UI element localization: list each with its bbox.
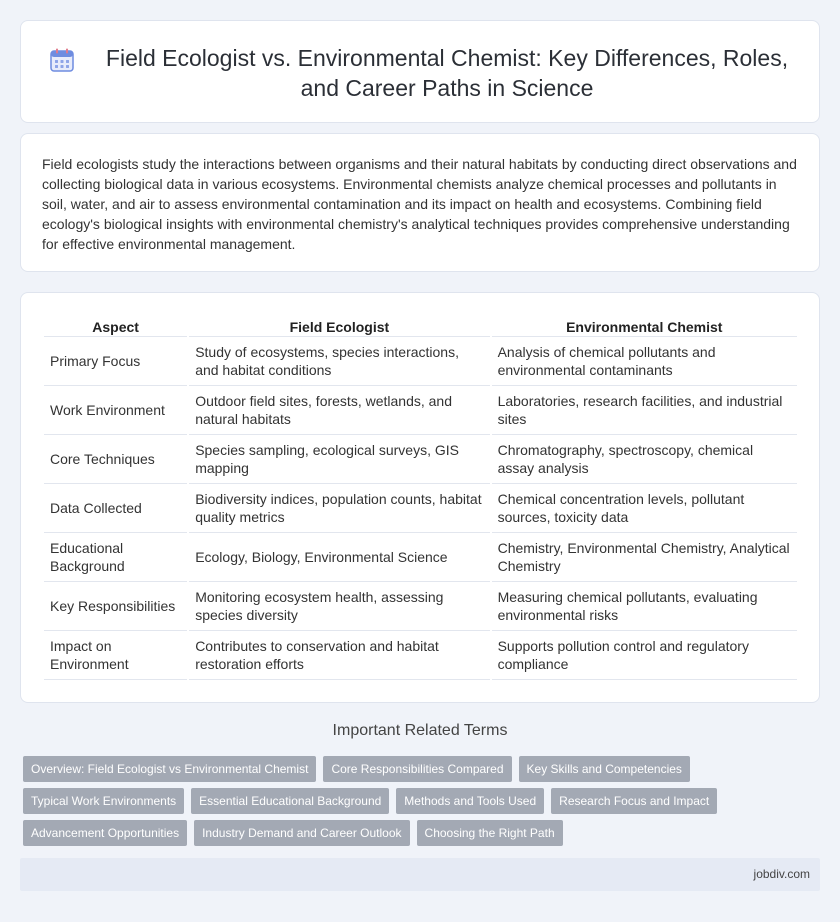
row-aspect: Educational Background <box>44 533 187 582</box>
row-aspect: Key Responsibilities <box>44 582 187 631</box>
header-aspect: Aspect <box>44 317 187 337</box>
intro-card <box>20 133 820 272</box>
row-environmental-chemist: Analysis of chemical pollutants and environmental contaminants <box>492 337 797 386</box>
related-term-link[interactable]: Advancement Opportunities <box>23 820 187 846</box>
footer <box>20 858 820 891</box>
related-term-link[interactable]: Overview: Field Ecologist vs Environmental Chemist <box>23 756 316 782</box>
row-environmental-chemist: Chemistry, Environmental Chemistry, Analytical Chemistry <box>492 533 797 582</box>
related-term-link[interactable]: Typical Work Environments <box>23 788 184 814</box>
row-environmental-chemist: Chromatography, spectroscopy, chemical assay analysis <box>492 435 797 484</box>
related-term-link[interactable]: Core Responsibilities Compared <box>323 756 511 782</box>
related-term-link[interactable]: Choosing the Right Path <box>417 820 563 846</box>
row-environmental-chemist: Supports pollution control and regulatory compliance <box>492 631 797 680</box>
table-row <box>44 484 797 533</box>
row-aspect: Data Collected <box>44 484 187 533</box>
row-aspect: Core Techniques <box>44 435 187 484</box>
related-term-link[interactable]: Industry Demand and Career Outlook <box>194 820 409 846</box>
row-environmental-chemist: Laboratories, research facilities, and industrial sites <box>492 386 797 435</box>
row-aspect: Primary Focus <box>44 337 187 386</box>
table-row <box>44 582 797 631</box>
related-term-link[interactable]: Methods and Tools Used <box>396 788 544 814</box>
related-terms-list <box>23 756 813 846</box>
row-environmental-chemist: Chemical concentration levels, pollutant sources, toxicity data <box>492 484 797 533</box>
comparison-table <box>42 317 799 680</box>
page-title: Field Ecologist vs. Environmental Chemist: Key Differences, Roles, and Career Paths in Science <box>105 45 789 101</box>
table-row <box>44 435 797 484</box>
table-header-row <box>44 317 797 337</box>
row-field-ecologist: Study of ecosystems, species interactions, and habitat conditions <box>189 337 489 386</box>
header-environmental-chemist: Environmental Chemist <box>492 317 797 337</box>
row-environmental-chemist: Measuring chemical pollutants, evaluating environmental risks <box>492 582 797 631</box>
table-row <box>44 631 797 680</box>
header-field-ecologist: Field Ecologist <box>189 317 489 337</box>
row-field-ecologist: Contributes to conservation and habitat restoration efforts <box>189 631 489 680</box>
table-row <box>44 386 797 435</box>
comparison-card <box>20 292 820 703</box>
row-aspect: Impact on Environment <box>44 631 187 680</box>
row-field-ecologist: Monitoring ecosystem health, assessing species diversity <box>189 582 489 631</box>
related-terms-heading: Important Related Terms <box>332 722 508 739</box>
table-row <box>44 533 797 582</box>
related-term-link[interactable]: Essential Educational Background <box>191 788 389 814</box>
row-field-ecologist: Outdoor field sites, forests, wetlands, and natural habitats <box>189 386 489 435</box>
title-card <box>20 20 820 123</box>
row-field-ecologist: Ecology, Biology, Environmental Science <box>189 533 489 582</box>
row-field-ecologist: Species sampling, ecological surveys, GIS mapping <box>189 435 489 484</box>
table-row <box>44 337 797 386</box>
related-term-link[interactable]: Key Skills and Competencies <box>519 756 690 782</box>
footer-site-link[interactable]: jobdiv.com <box>753 867 810 881</box>
row-aspect: Work Environment <box>44 386 187 435</box>
related-term-link[interactable]: Research Focus and Impact <box>551 788 717 814</box>
row-field-ecologist: Biodiversity indices, population counts, habitat quality metrics <box>189 484 489 533</box>
intro-paragraph: Field ecologists study the interactions between organisms and their natural habitats by conducting direct observations and collecting biological data in various ecosystems. Environmental chemists analyze chemical processes and pollutants in soil, water, and air to assess environmental contamination and its impact on health and ecosystems. Combining field ecology's biological insights with environmental chemistry's analytical techniques provides comprehensive understanding for effective environmental management. <box>42 156 797 252</box>
